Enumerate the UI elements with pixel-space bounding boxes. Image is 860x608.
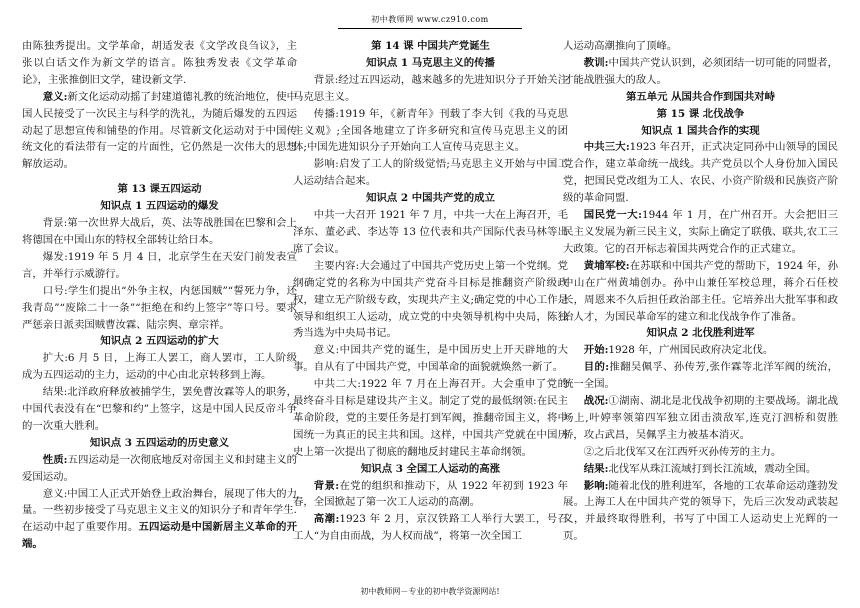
paragraph-text: 中共二大:1922 年 7 月在上海召开。大会重申了党的最终奋斗目标是建设共产主义。制定了党的最低纲领:在民主革命阶段，党的主要任务是打到军阀，推翻帝国主义，将中国统一为真正的民主共和国。这样，中国共产党就在中国历史上第一次提出了彻底的翻地反封建民主革命纲领。 xyxy=(293,378,568,458)
column-right xyxy=(563,38,838,545)
lesson-title: 第 13 课五四运动 xyxy=(117,183,202,196)
term-label: 意义: xyxy=(42,90,68,103)
column-left xyxy=(22,38,297,553)
paragraph xyxy=(563,139,838,207)
paragraph xyxy=(293,478,568,512)
paragraph-text: ②之后北伐军又在江西歼灭孙传芳的主力。 xyxy=(583,445,782,458)
paragraph-text: 1923 年召开，正式决定同孙中山领导的国民党合作，建立革命统一战线。共产党员以个人身份加入国民党，把国民党改组为工人、农民、小资产阶级和民族资产阶级的革命同盟. xyxy=(563,141,838,205)
paragraph-text: 中共一大召开 1921 年 7 月，中共一大在上海召开，毛泽东、董必武、李达等 13 位代表和共产国际代表马林等出席了会议。 xyxy=(293,209,568,255)
paragraph xyxy=(22,249,297,283)
paragraph-text: 人运动高潮推向了顶峰。 xyxy=(563,40,678,52)
lesson-title: 第 14 课 中国共产党诞生 xyxy=(371,40,490,52)
section-heading: 知识点 1 五四运动的爆发 xyxy=(100,200,219,213)
term-label: 影响: xyxy=(583,479,609,492)
paragraph xyxy=(563,478,838,546)
paragraph-text: ①湖南、湖北是北伐战争初期的主要战场。湖北战场上,叶婷率领第四军独立团击溃敌军,连克汀泗桥和贺胜桥，攻占武昌，吴佩孚主力被基本消灭。 xyxy=(563,395,838,441)
paragraph xyxy=(563,393,838,444)
paragraph-text: 影响:启发了工人的阶级觉悟;马克思主义开始与中国工人运动结合起来。 xyxy=(293,158,568,188)
paragraph-text: 1928 年，广州国民政府决定北伐。 xyxy=(608,344,774,357)
term-label: 开始: xyxy=(583,344,609,357)
paragraph xyxy=(22,89,297,174)
section-heading: 知识点 3 五四运动的历史意义 xyxy=(89,436,230,449)
section-heading: 知识点 2 中国共产党的成立 xyxy=(366,192,495,205)
term-label: 高潮: xyxy=(313,513,340,526)
paragraph-text: 结果:北洋政府释放被捕学生，罢免曹汝霖等人的职务，中国代表没有在“巴黎和约”上签字，这是中国人民反帝斗争的一次重大胜利。 xyxy=(22,386,297,432)
paragraph xyxy=(22,350,297,384)
header-rule xyxy=(338,28,522,29)
paragraph-text: 新文化运动动摇了封建道德礼教的统治地位，使中国人民接受了一次民主与科学的洗礼，为随后爆发的五四运动起了思想宣传和铺垫的作用。尽管新文化运动对于中国传统文化的看法带有一定的片面性，它仍然是一次伟大的思想解放运动。 xyxy=(22,90,297,171)
paragraph-text: 意义:中国共产党的诞生，是中国历史上开天辟地的大事。自从有了中国共产党，中国革命的面貌就焕然一新了。 xyxy=(293,344,568,374)
section-heading: 知识点 3 全国工人运动的高涨 xyxy=(360,462,501,475)
paragraph-text: 意义:中国工人正式开始登上政治舞台，展现了伟大的力量。一些初步接受了马克思主义主义的知识分子和青年学生.在运动中起了重要作用。 xyxy=(22,487,297,534)
paragraph xyxy=(22,38,297,89)
term-label: 结果: xyxy=(583,462,609,475)
paragraph-text: 随着北伐的胜利进军，各地的工农革命运动蓬勃发展。上海工人在中国共产党的领导下，先后三次发动武装起义，并最终取得胜利，书写了中国工人运动史上光辉的一页。 xyxy=(563,479,838,543)
paragraph xyxy=(293,207,568,258)
paragraph-text: 1944 年 1 月，在广州召开。大会把旧三民主义发展为新三民主义，实际上确定了联俄、联共,农工三大政策。它的召开标志着国共两党合作的正式建立。 xyxy=(563,209,838,255)
emphasis-text: 五四运动是中国新居主义革命的开端。 xyxy=(22,521,298,551)
section-heading: 知识点 1 国共合作的实现 xyxy=(641,124,760,137)
column-middle xyxy=(293,38,568,545)
paragraph-text: 五四运动是一次彻底地反对帝国主义和封建主义的爱国运动。 xyxy=(22,453,297,483)
paragraph xyxy=(293,72,568,106)
paragraph xyxy=(563,38,838,55)
paragraph xyxy=(563,258,838,326)
paragraph xyxy=(22,283,297,334)
paragraph-text: 1923 年 2 月，京汉铁路工人举行大罢工，号召工人“为自由而战，为人权而战”，将第一次全国工 xyxy=(293,513,568,543)
paragraph xyxy=(563,342,838,359)
section-heading: 知识点 2 北伐胜利进军 xyxy=(646,327,755,340)
paragraph xyxy=(293,258,568,343)
paragraph xyxy=(22,384,297,435)
page-footer: 初中教师网－专业的初中教学资源网站! xyxy=(360,587,500,596)
paragraph-text: 推翻吴佩孚、孙传芳,张作霖等北洋军阀的统治，统一全国。 xyxy=(563,361,838,391)
term-label: 性质: xyxy=(42,453,68,466)
paragraph-text: 中国共产党认识到，必须团结一切可能的同盟者，才能战胜强大的敌人。 xyxy=(563,56,838,86)
paragraph xyxy=(22,215,297,249)
paragraph xyxy=(293,376,568,461)
term-label: 目的: xyxy=(583,361,610,374)
paragraph-text: 传播:1919 年，《新青年》刊载了李大钊《我的马克思主义观》;全国各地建立了许多研究和宣传马克思主义的团体;中国先进知识分子开始向工人宣传马克思主义。 xyxy=(293,107,568,154)
section-heading: 知识点 1 马克思主义的传播 xyxy=(366,56,495,69)
page-header: 初中教师网 www.cz910.com xyxy=(371,15,489,24)
term-label: 黄埔军校: xyxy=(583,259,630,272)
paragraph-text: 口号:学生们提出“外争主权，内惩国贼”“誓死力争，还我青岛”“废除二十一条”“拒绝在和约上签字”等口号。要求严惩亲日派卖国贼曹汝霖、陆宗舆、章宗祥。 xyxy=(22,284,297,331)
paragraph-text: 北伐军从珠江流域打到长江流域，震动全国。 xyxy=(608,462,817,475)
paragraph-text: 主要内容:大会通过了中国共产党历史上第一个党纲。党纲确定党的名称为中国共产党奋斗目标是推翻资产阶级政权，建立无产阶级专政，实现共产主义;确定党的中心工作是领导和组织工人运动，成立党的中央领导机构中央局，陈独秀当选为中央局书记。 xyxy=(293,259,568,340)
term-label: 背景: xyxy=(313,479,340,492)
paragraph xyxy=(293,511,568,545)
lesson-title: 第 15 课 北伐战争 xyxy=(656,107,745,120)
paragraph xyxy=(563,359,838,393)
paragraph-text: 在党的组织和推动下，从 1922 年初到 1923 年春，全国掀起了第一次工人运动的高潮。 xyxy=(293,479,568,509)
spacer xyxy=(22,173,297,181)
paragraph xyxy=(22,486,297,554)
paragraph xyxy=(563,444,838,461)
paragraph-text: 爆发:1919 年 5 月 4 日，北京学生在天安门前发表宣言，并举行示威游行。 xyxy=(22,250,297,280)
paragraph xyxy=(563,55,838,89)
paragraph xyxy=(293,342,568,376)
paragraph-text: 在苏联和中国共产党的帮助下，1924 年，孙中山在广州黄埔创办。孙中山兼任军校总理，蒋介石任校长，周恩来不久后担任政治部主任。它培养出大批军事和政治人才，为国民革命军的建立和北伐战争作了准备。 xyxy=(563,259,838,323)
term-label: 教训: xyxy=(583,56,609,69)
paragraph-text: 由陈独秀提出。文学革命，胡适发表《文学改良刍议》，主张以白话文作为新文学的语言。陈独秀发表《文学革命论》，主张推倒旧文学，建设新文学. xyxy=(22,40,297,86)
term-label: 战况: xyxy=(583,395,609,408)
paragraph xyxy=(293,106,568,157)
paragraph-text: 背景:经过五四运动，越来越多的先进知识分子开始关注马克思主义。 xyxy=(293,73,568,103)
section-heading: 第五单元 从国共合作到国共对峙 xyxy=(625,90,776,103)
section-heading: 知识点 2 五四运动的扩大 xyxy=(100,335,219,348)
term-label: 国民党一大: xyxy=(583,209,642,222)
paragraph-text: 背景:第一次世界大战后，英、法等战胜国在巴黎和会上将德国在中国山东的特权全部转让给日本。 xyxy=(22,217,297,246)
paragraph xyxy=(22,452,297,486)
paragraph xyxy=(563,461,838,478)
paragraph xyxy=(293,156,568,190)
paragraph-text: 扩大:6 月 5 日，上海工人罢工，商人罢市，工人阶级成为五四运动的主力，运动的中心由北京转移到上海。 xyxy=(22,352,297,382)
paragraph xyxy=(563,207,838,258)
term-label: 中共三大: xyxy=(583,141,630,154)
